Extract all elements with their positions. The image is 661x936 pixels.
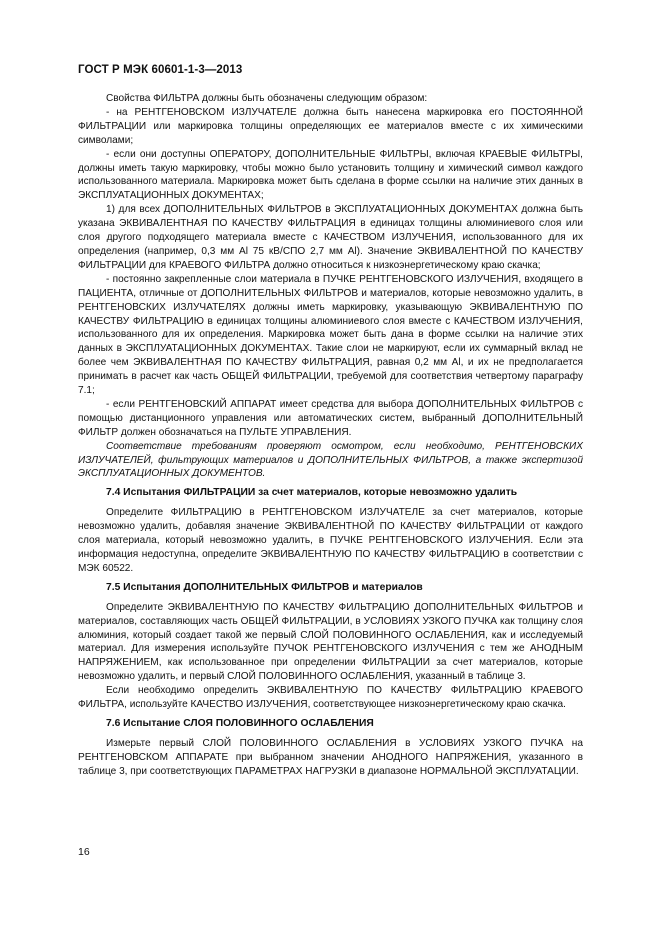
document-body [78, 92, 583, 779]
section-heading-7-5: 7.5 Испытания ДОПОЛНИТЕЛЬНЫХ ФИЛЬТРОВ и материалов [106, 581, 423, 593]
paragraph: Если необходимо определить ЭКВИВАЛЕНТНУЮ ПО КАЧЕСТВУ ФИЛЬТРАЦИЮ КРАЕВОГО ФИЛЬТРА, используйте КАЧЕСТВО ИЗЛУЧЕНИЯ, соответствующее низкоэнергетическому краю скачка. [78, 685, 583, 711]
paragraph: - постоянно закрепленные слои материала в ПУЧКЕ РЕНТГЕНОВСКОГО ИЗЛУЧЕНИЯ, входящего в ПАЦИЕНТА, отличные от ДОПОЛНИТЕЛЬНЫХ ФИЛЬТРОВ и материалов, которые невозможно удалить, в РЕНТГЕНОВСКИХ ИЗЛУЧАТЕЛЯХ должны иметь маркировку, указывающую ЭКВИВАЛЕНТНУЮ ПО КАЧЕСТВУ ФИЛЬТРАЦИЮ в единицах толщины алюминиевого слоя вместе с КАЧЕСТВОМ ИЗЛУЧЕНИЯ, использованного для их определения. Маркировка может быть дана в форме ссылки на наличие этих данных в ЭКСПЛУАТАЦИОННЫХ ДОКУМЕНТАХ. Такие слои не маркируют, если их суммарный вклад не более чем ЭКВИВАЛЕНТНАЯ ПО КАЧЕСТВУ ФИЛЬТРАЦИЯ, равная 0,2 мм Al, и их не предполагается принимать в расчет как часть ОБЩЕЙ ФИЛЬТРАЦИИ, требуемой для соответствия четвертому параграфу 7.1; [78, 273, 583, 397]
paragraph: Определите ФИЛЬТРАЦИЮ в РЕНТГЕНОВСКОМ ИЗЛУЧАТЕЛЕ за счет материалов, которые невозможно удалить, добавляя значение ЭКВИВАЛЕНТНОЙ ПО КАЧЕСТВУ ФИЛЬТРАЦИИ от каждого слоя материала, который невозможно удалить, в ПУЧКЕ РЕНТГЕНОВСКОГО ИЗЛУЧЕНИЯ. Если эта информация недоступна, определите ЭКВИВАЛЕНТНУЮ ПО КАЧЕСТВУ ФИЛЬТРАЦИЮ в соответствии с МЭК 60522. [78, 507, 583, 574]
section-heading-7-4: 7.4 Испытания ФИЛЬТРАЦИИ за счет материалов, которые невозможно удалить [106, 487, 518, 499]
page-number: 16 [78, 846, 90, 858]
paragraph: Измерьте первый СЛОЙ ПОЛОВИННОГО ОСЛАБЛЕНИЯ в УСЛОВИЯХ УЗКОГО ПУЧКА на РЕНТГЕНОВСКОМ АППАРАТЕ при выбранном значении АНОДНОГО НАПРЯЖЕНИЯ, указанного в таблице 3, при соответствующих ПАРАМЕТРАХ НАГРУЗКИ в диапазоне НОРМАЛЬНОЙ ЭКСПЛУАТАЦИИ. [78, 737, 583, 777]
section-heading-7-6: 7.6 Испытание СЛОЯ ПОЛОВИННОГО ОСЛАБЛЕНИЯ [106, 717, 374, 729]
paragraph: Свойства ФИЛЬТРА должны быть обозначены следующим образом: [106, 93, 428, 104]
paragraph: 1) для всех ДОПОЛНИТЕЛЬНЫХ ФИЛЬТРОВ в ЭКСПЛУАТАЦИОННЫХ ДОКУМЕНТАХ должна быть указана ЭКВИВАЛЕНТНАЯ ПО КАЧЕСТВУ ФИЛЬТРАЦИЯ в единицах толщины алюминиевого слоя или слоя другого подходящего материала вместе с КАЧЕСТВОМ ИЗЛУЧЕНИЯ, использованного для их определения (например, 0,3 мм Al 75 кВ/СПО 2,7 мм Al). Значение ЭКВИВАЛЕНТНОЙ ПО КАЧЕСТВУ ФИЛЬТРАЦИИ для КРАЕВОГО ФИЛЬТРА должно относиться к низкоэнергетическому краю скачка; [78, 204, 583, 271]
document-header: ГОСТ Р МЭК 60601-1-3—2013 [78, 64, 243, 76]
paragraph: - если РЕНТГЕНОВСКИЙ АППАРАТ имеет средства для выбора ДОПОЛНИТЕЛЬНЫХ ФИЛЬТРОВ с помощью дистанционного управления или автоматических систем, выбранный ДОПОЛНИТЕЛЬНЫЙ ФИЛЬТР должен обозначаться на ПУЛЬТЕ УПРАВЛЕНИЯ. [78, 398, 583, 438]
paragraph: - если они доступны ОПЕРАТОРУ, ДОПОЛНИТЕЛЬНЫЕ ФИЛЬТРЫ, включая КРАЕВЫЕ ФИЛЬТРЫ, должны иметь такую маркировку, чтобы можно было установить толщину и химический символ каждого использованного материала. Маркировка может быть сделана в форме ссылки на наличие этих данных в ЭКСПЛУАТАЦИОННЫХ ДОКУМЕНТАХ; [78, 148, 583, 202]
paragraph: Определите ЭКВИВАЛЕНТНУЮ ПО КАЧЕСТВУ ФИЛЬТРАЦИЮ ДОПОЛНИТЕЛЬНЫХ ФИЛЬТРОВ и материалов, составляющих часть ОБЩЕЙ ФИЛЬТРАЦИИ, в УСЛОВИЯХ УЗКОГО ПУЧКА как толщину слоя алюминия, который создает такой же первый СЛОЙ ПОЛОВИННОГО ОСЛАБЛЕНИЯ, как и исследуемый материал. Для измерения используйте ПУЧОК РЕНТГЕНОВСКОГО ИЗЛУЧЕНИЯ с тем же АНОДНЫМ НАПРЯЖЕНИЕМ, как использованное при определении ФИЛЬТРАЦИИ за счет материалов, которые невозможно удалить, и первый СЛОЙ ПОЛОВИННОГО ОСЛАБЛЕНИЯ, указанный в таблице 3. [78, 601, 583, 683]
paragraph: - на РЕНТГЕНОВСКОМ ИЗЛУЧАТЕЛЕ должна быть нанесена маркировка его ПОСТОЯННОЙ ФИЛЬТРАЦИИ или маркировка толщины определяющих ее материалов вместе с их химическими символами; [78, 106, 583, 146]
compliance-note: Соответствие требованиям проверяют осмотром, если необходимо, РЕНТГЕНОВСКИХ ИЗЛУЧАТЕЛЕЙ, фильтрующих материалов и ДОПОЛНИТЕЛЬНЫХ ФИЛЬТРОВ, а также экспертизой ЭКСПЛУАТАЦИОННЫХ ДОКУМЕНТОВ. [78, 440, 583, 480]
